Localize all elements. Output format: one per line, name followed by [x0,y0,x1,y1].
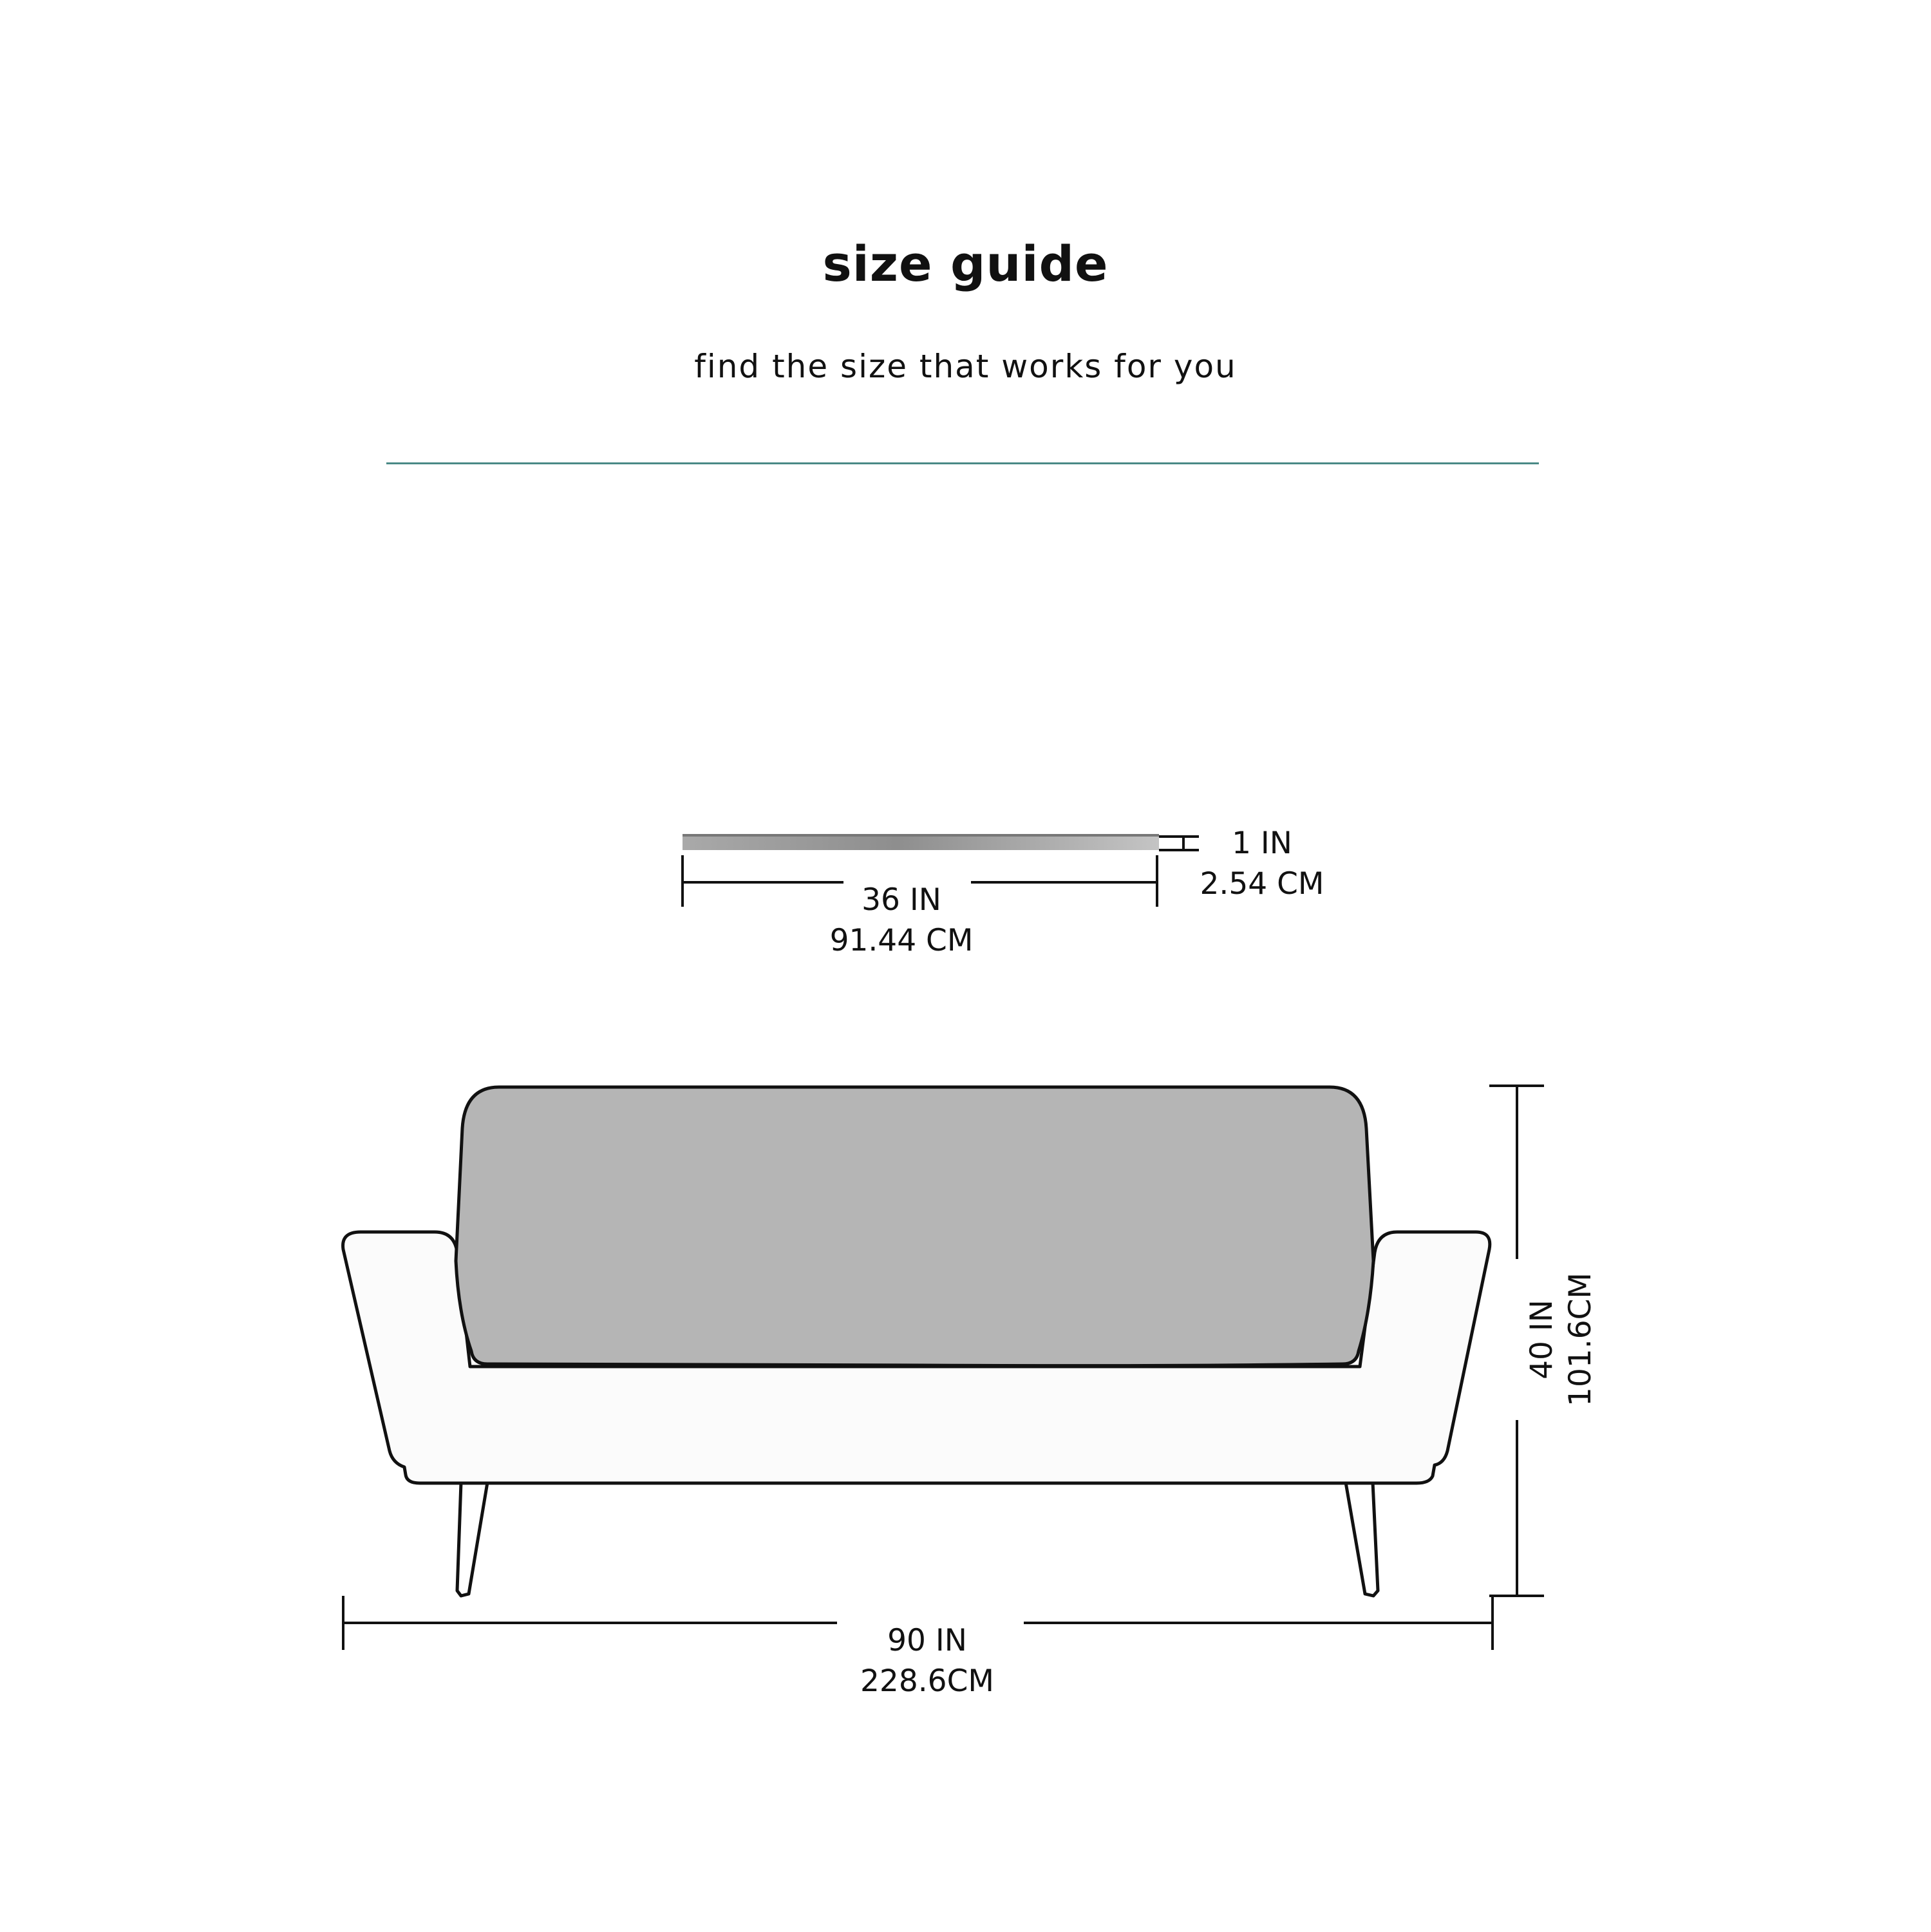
sofa-illustration [343,1087,1490,1596]
throw-blanket [683,834,1159,850]
sofa-leg-left [457,1482,487,1596]
page-subtitle: find the size that works for you [694,348,1237,385]
throw-width-cm: 91.44 CM [829,923,974,958]
throw-width-in: 36 IN [862,882,941,918]
throw-thickness-cm: 2.54 CM [1200,866,1324,902]
throw-thickness-in: 1 IN [1232,826,1292,861]
sofa-width-in: 90 IN [887,1623,967,1658]
sofa-height-cm: 101.6CM [1563,1273,1598,1406]
throw-blanket-top-edge [683,834,1159,837]
sofa-back-cushion [456,1087,1373,1366]
throw-thickness-dimension [1159,837,1199,850]
sofa-height-in: 40 IN [1524,1300,1559,1379]
page-title: size guide [822,235,1109,292]
sofa-width-cm: 228.6CM [860,1663,994,1699]
sofa-leg-right [1346,1482,1378,1596]
